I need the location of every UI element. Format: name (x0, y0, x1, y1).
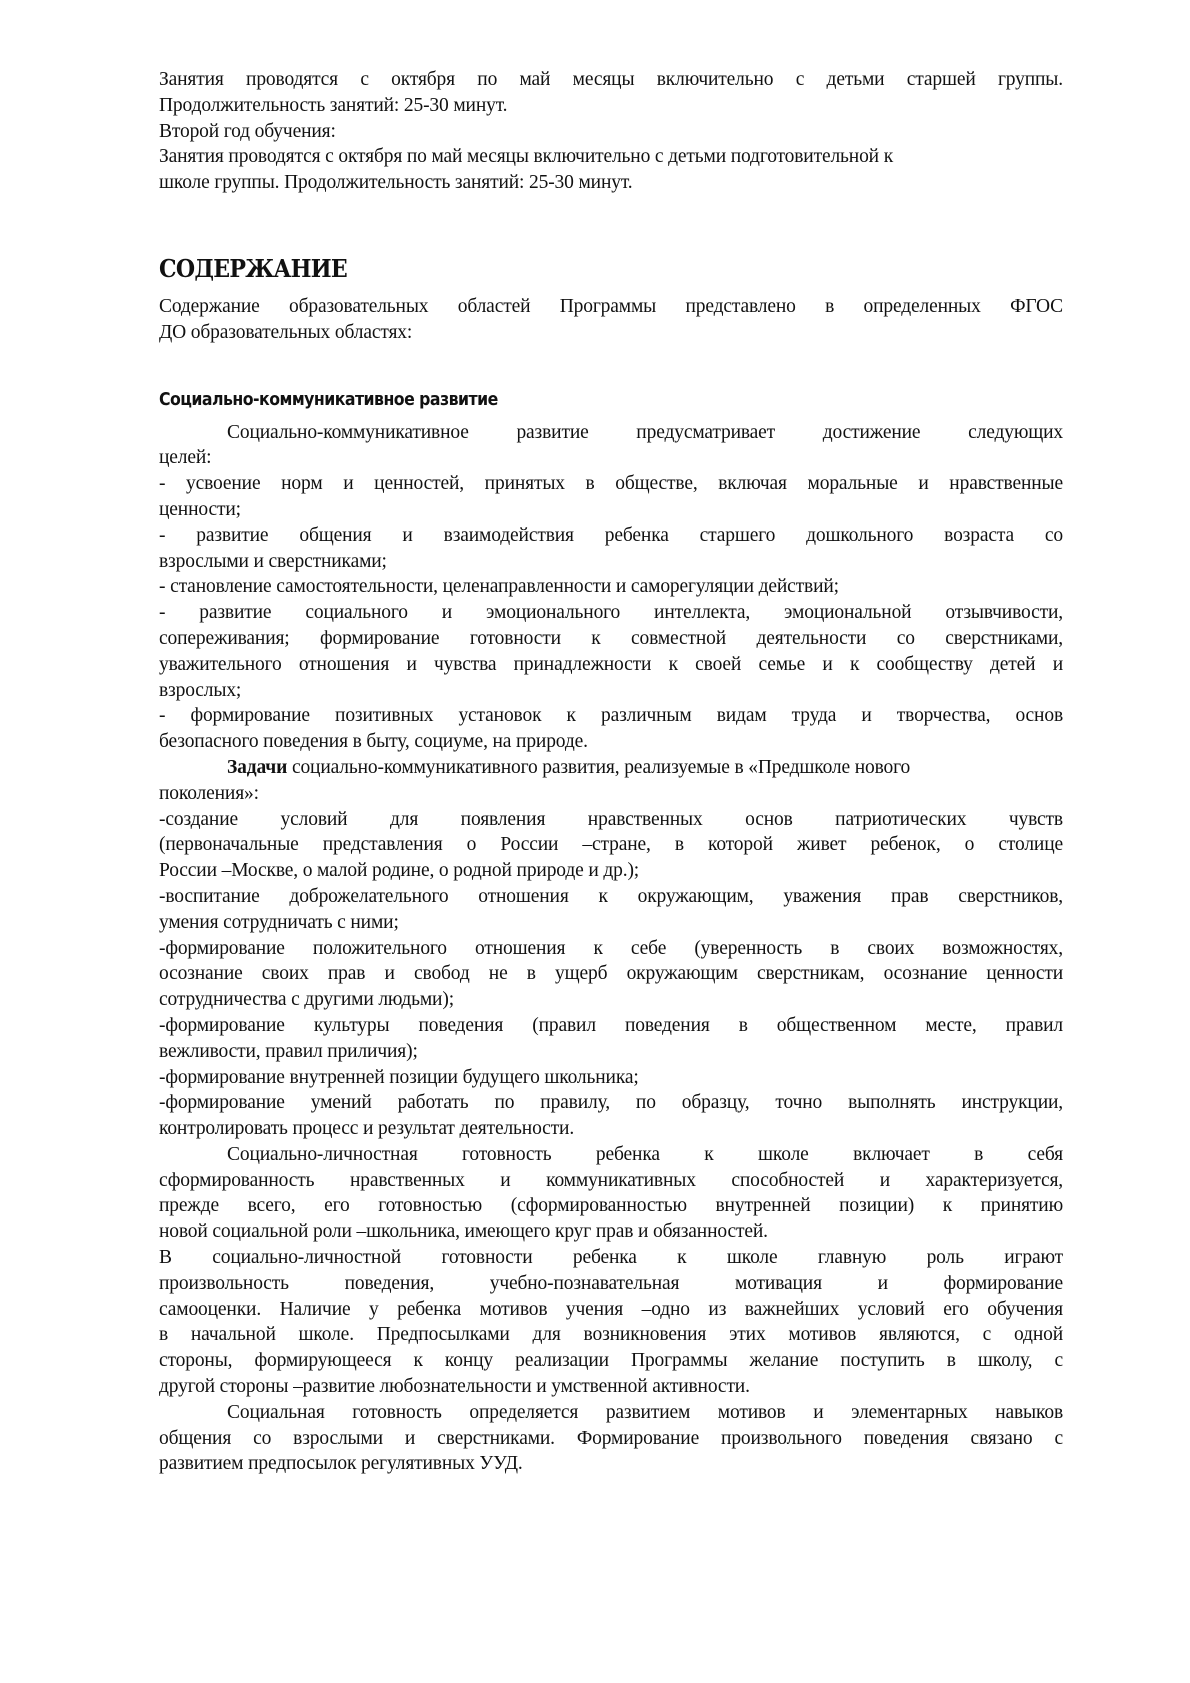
text-line: - развитие социального и эмоционального интеллекта, эмоциональной отзывчивости, (159, 602, 1063, 624)
text-line: стороны, формирующееся к концу реализации Программы желание поступить в школу, с (159, 1350, 1063, 1372)
tasks-bold-label: Задачи (227, 756, 288, 778)
contents-heading: СОДЕРЖАНИЕ (159, 253, 348, 283)
text-line: В социально-личностной готовности ребенка к школе главную роль играют (159, 1247, 1063, 1269)
text-line: новой социальной роли –школьника, имеющего круг прав и обязанностей. (159, 1221, 768, 1243)
intro-line: Занятия проводятся с октября по май месяцы включительно с детьми старшей группы. (159, 69, 1063, 90)
text-line: взрослых; (159, 679, 242, 701)
text-line: взрослыми и сверстниками; (159, 550, 387, 572)
text-line: - развитие общения и взаимодействия ребенка старшего дошкольного возраста со (159, 524, 1063, 546)
text-line: сопереживания; формирование готовности к совместной деятельности со сверстниками, (159, 627, 1063, 649)
social-section-heading: Социально-коммуникативное развитие (159, 389, 498, 410)
text-line: -формирование внутренней позиции будущего школьника; (159, 1066, 639, 1088)
text-line: -воспитание доброжелательного отношения к окружающим, уважения прав сверстников, (159, 885, 1063, 907)
intro-line: Продолжительность занятий: 25-30 минут. (159, 94, 508, 116)
text-line: -формирование умений работать по правилу, по образцу, точно выполнять инструкции, (159, 1092, 1063, 1114)
text-line: Социально-личностная готовность ребенка к школе включает в себя (227, 1143, 1063, 1165)
text-line: целей: (159, 447, 212, 469)
text-line: контролировать процесс и результат деятельности. (159, 1118, 575, 1140)
text-line: -создание условий для появления нравственных основ патриотических чувств (159, 808, 1063, 830)
text-line: ценности; (159, 498, 241, 520)
intro-line: Второй год обучения: (159, 120, 336, 142)
text-line: общения со взрослыми и сверстниками. Формирование произвольного поведения связано с (159, 1427, 1063, 1449)
text-line: - усвоение норм и ценностей, принятых в обществе, включая моральные и нравственные (159, 473, 1063, 495)
contents-line: Содержание образовательных областей Программы представлено в определенных ФГОС (159, 295, 1063, 317)
tasks-intro-line (159, 755, 1063, 781)
text-line: самооценки. Наличие у ребенка мотивов учения –одно из важнейших условий его обучения (159, 1298, 1063, 1320)
text-line: произвольность поведения, учебно-познавательная мотивация и формирование (159, 1272, 1063, 1294)
text-line: -формирование культуры поведения (правил поведения в общественном месте, правил (159, 1014, 1063, 1036)
social-tasks-paragraph (159, 755, 1063, 1142)
text-line: -формирование положительного отношения к себе (уверенность в своих возможностях, (159, 937, 1063, 959)
text-line: сформированность нравственных и коммуникативных способностей и характеризуется, (159, 1169, 1063, 1191)
contents-line: ДО образовательных областях: (159, 321, 413, 343)
tasks-intro-text: социально-коммуникативного развития, реализуемые в «Предшколе нового (287, 756, 911, 778)
contents-paragraph (159, 294, 1063, 346)
text-line: - становление самостоятельности, целенаправленности и саморегуляции действий; (159, 576, 839, 598)
text-line: другой стороны –развитие любознательности и умственной активности. (159, 1376, 750, 1398)
text-line: осознание своих прав и свобод не в ущерб окружающим сверстникам, осознание ценности (159, 963, 1063, 985)
text-line: сотрудничества с другими людьми); (159, 989, 454, 1011)
text-line: безопасного поведения в быту, социуме, на природе. (159, 731, 588, 753)
social-goals-paragraph (159, 420, 1063, 755)
text-line: прежде всего, его готовностью (сформированностью внутренней позиции) к принятию (159, 1195, 1063, 1217)
text-line: - формирование позитивных установок к различным видам труда и творчества, основ (159, 705, 1063, 727)
text-line: уважительного отношения и чувства принадлежности к своей семье и к сообществу детей и (159, 653, 1063, 675)
intro-line: школе группы. Продолжительность занятий: 25-30 минут. (159, 172, 633, 194)
tasks-list (159, 781, 1063, 1142)
intro-paragraph (159, 67, 1063, 196)
text-line: Социально-коммуникативное развитие предусматривает достижение следующих (227, 421, 1063, 443)
text-line: развитием предпосылок регулятивных УУД. (159, 1453, 523, 1475)
social-readiness-paragraph (159, 1142, 1063, 1477)
text-line: поколения»: (159, 782, 259, 804)
text-line: в начальной школе. Предпосылками для возникновения этих мотивов являются, с одной (159, 1324, 1063, 1346)
intro-line: Занятия проводятся с октября по май месяцы включительно с детьми подготовительной к (159, 146, 894, 168)
text-line: Социальная готовность определяется развитием мотивов и элементарных навыков (227, 1401, 1063, 1423)
text-line: вежливости, правил приличия); (159, 1040, 418, 1062)
text-line: (первоначальные представления о России –стране, в которой живет ребенок, о столице (159, 834, 1063, 856)
document-page (159, 67, 1063, 1477)
text-line: России –Москве, о малой родине, о родной природе и др.); (159, 860, 640, 882)
text-line: умения сотрудничать с ними; (159, 911, 399, 933)
